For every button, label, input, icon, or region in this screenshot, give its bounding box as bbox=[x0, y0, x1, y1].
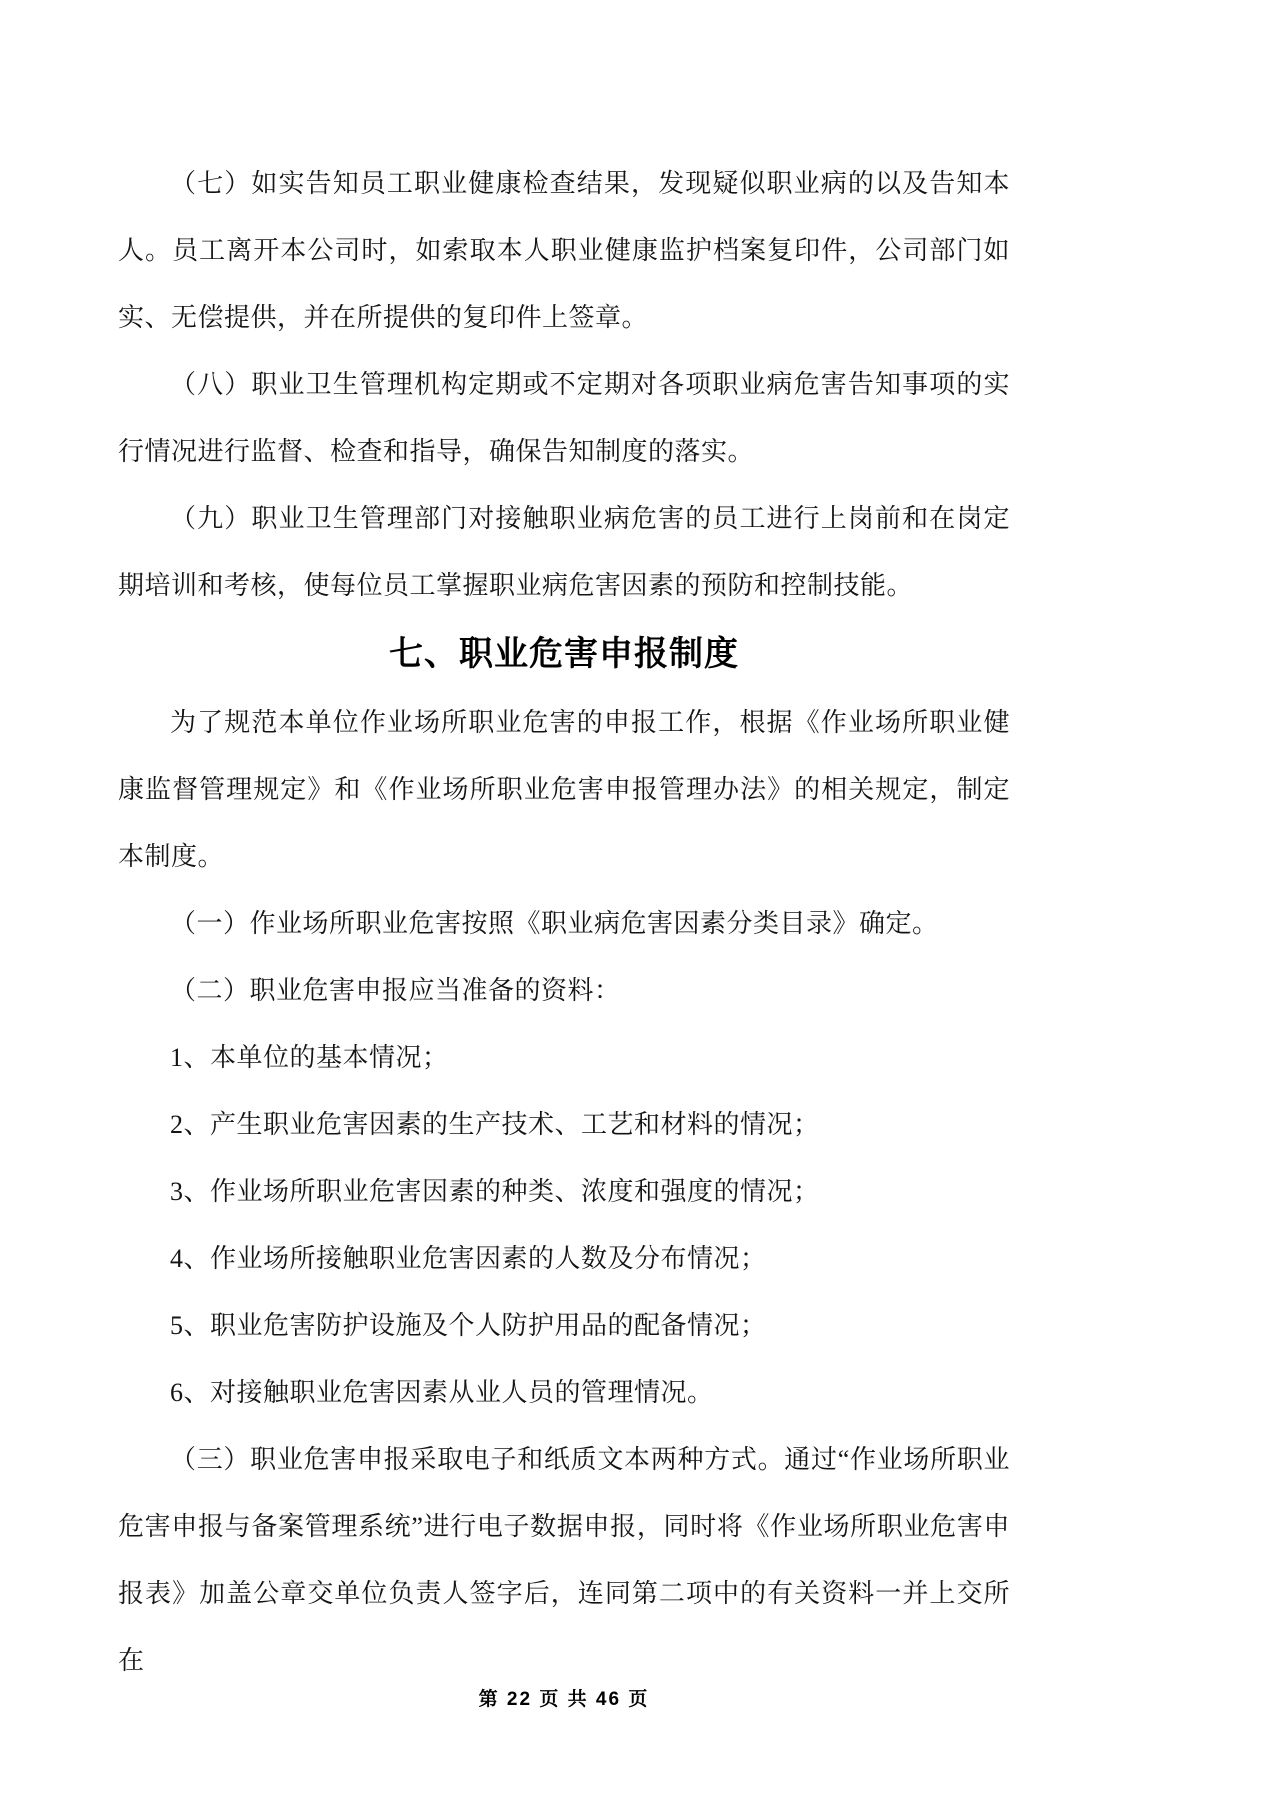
page-footer: 第 22 页 共 46 页 bbox=[478, 1689, 650, 1710]
paragraph: （七）如实告知员工职业健康检查结果，发现疑似职业病的以及告知本人。员工离开本公司时，如索取本人职业健康监护档案复印件，公司部门如实、无偿提供，并在所提供的复印件上签章。 bbox=[118, 169, 1010, 332]
paragraph: 4、作业场所接触职业危害因素的人数及分布情况； bbox=[170, 1244, 767, 1273]
paragraph: （三）职业危害申报采取电子和纸质文本两种方式。通过“作业场所职业危害申报与备案管理系统”进行电子数据申报，同时将《作业场所职业危害申报表》加盖公章交单位负责人签字后，连同第二项中的有关资料一并上交所在 bbox=[118, 1445, 1010, 1675]
paragraph: 为了规范本单位作业场所职业危害的申报工作，根据《作业场所职业健康监督管理规定》和《作业场所职业危害申报管理办法》的相关规定，制定本制度。 bbox=[118, 708, 1010, 871]
paragraph: （八）职业卫生管理机构定期或不定期对各项职业病危害告知事项的实行情况进行监督、检查和指导，确保告知制度的落实。 bbox=[118, 370, 1010, 466]
section-heading: 七、职业危害申报制度 bbox=[389, 635, 739, 673]
paragraph: （一）作业场所职业危害按照《职业病危害因素分类目录》确定。 bbox=[170, 909, 939, 938]
paragraph: 3、作业场所职业危害因素的种类、浓度和强度的情况； bbox=[170, 1177, 820, 1206]
paragraph: （九）职业卫生管理部门对接触职业病危害的员工进行上岗前和在岗定期培训和考核，使每位员工掌握职业病危害因素的预防和控制技能。 bbox=[118, 504, 1010, 600]
paragraph: （二）职业危害申报应当准备的资料： bbox=[170, 976, 621, 1005]
paragraph: 1、本单位的基本情况； bbox=[170, 1043, 449, 1072]
paragraph: 2、产生职业危害因素的生产技术、工艺和材料的情况； bbox=[170, 1110, 820, 1139]
document-body bbox=[118, 150, 1010, 1694]
paragraph: 6、对接触职业危害因素从业人员的管理情况。 bbox=[170, 1378, 714, 1407]
paragraph: 5、职业危害防护设施及个人防护用品的配备情况； bbox=[170, 1311, 767, 1340]
